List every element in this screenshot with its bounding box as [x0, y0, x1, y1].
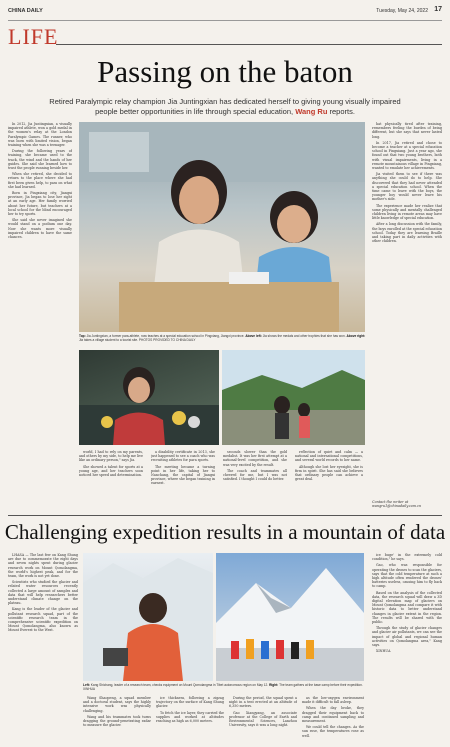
story1-medals-photo — [79, 350, 219, 445]
paragraph: a disability certificate in 2013, she just happened to see a coach who was recruiting athletes for para sports. — [151, 450, 215, 463]
paragraph: During the following years of training, she became used to the track, the wind and the hands of her guides. She said she learned how to trust the people running beside her. — [8, 149, 72, 171]
paragraph: After a long discussion with the family, the boys enrolled at the special education school. Today they are learning Braille and taking part in daily activities with other children. — [372, 222, 442, 244]
caption-text: The team gathers at the base camp before their expedition. XINHUA — [83, 683, 363, 691]
paragraph: hat physically tired after training, remembers feeling the burden of being different, but she says that never lasted long. — [372, 122, 442, 139]
story1-deck-end: reports. — [327, 107, 355, 116]
mountain-team-illustration — [216, 553, 364, 681]
paragraph: When the day broke, they dragged their equipment back to camp and continued sampling and measurement. — [302, 706, 364, 724]
masthead — [8, 6, 442, 21]
classroom-photo-illustration — [79, 122, 365, 332]
paragraph: world, I had to rely on my parents, and others by my side, to help me live like an ordinary person," says Jia. — [79, 450, 143, 463]
caption-text: Jia Juntingxian, a former para-athlete, now teaches at a special education school in Pingxiang, Jiangxi province. — [86, 334, 246, 338]
caption-label: Above left: — [245, 334, 263, 338]
page-number: 17 — [434, 6, 442, 13]
paragraph: During the period, the squad spent a night in a tent erected at an altitude of 6,350 meters. — [229, 696, 297, 709]
caption-text: Kang Shichang, leader of a research team, checks equipment on Mount Qomolangma in Tibet autonomous region on May 12. — [90, 683, 270, 687]
paragraph: Scientists who studied the glacier and related water resources recently collected a large amount of samples and data that will help researchers better understand climate change on the plateau. — [8, 580, 78, 606]
story1-column-2 — [79, 450, 143, 512]
paragraph: seconds slower than the gold medalist. It was her first attempt at a national-level competition, and she was very excited by the result. — [223, 450, 287, 467]
story2-caption — [83, 683, 365, 693]
paragraph: The meeting became a turning point in her life, taking her to Nanchang, the capital of Jiangxi province, where she began training in earnest. — [151, 464, 215, 486]
paragraph: Kang is the leader of the glacier and pollutant research squad, part of the scientific research team in the comprehensive scientific expedition on Mount Qomolangma, also known as Mount Everest to the West. — [8, 607, 78, 633]
paragraph: as the low-oxygen environment made it difficult to fall asleep. — [302, 696, 364, 705]
paragraph: Wang Shaopeng, a squad member and a doctoral student, says the highly intensive work was physically challenging. — [83, 696, 151, 713]
section-title: LIFE — [8, 24, 59, 49]
story2-column-4 — [229, 696, 297, 742]
caption-text: Jia shows the medals and other trophies that she has won. — [262, 334, 347, 338]
paragraph: Based on the analysis of the collected data, the research squad will draw a 3D digital elevation map of glaciers on Mount Qomolangma and compare it with historic data to better understand changes in glacier extent in the region. The results will be shared with the public. — [372, 590, 442, 625]
paragraph: In 2017, Jia retired and chose to become a teacher at a special education school in Pingxiang. Just a year ago, she found out that two young brothers, both with visual impairments, living in a remote mountainous village in Pingxiang, wanted to emulate her achievements. — [372, 140, 442, 171]
paragraph: She said she never imagined she would stand on a podium one day. Now she wants more visually impaired children to have the same chances. — [8, 218, 72, 240]
story2-column-3 — [156, 696, 224, 742]
paragraph: ice buge' in the extremely cold condition," he says. — [372, 553, 442, 562]
caption-label: Left: — [83, 683, 91, 687]
paragraph: We could tell the changes. As the sun rose, the temperatures rose as well. — [302, 725, 364, 738]
caption-text: Jia takes a village student to a tourist site. PHOTOS PROVIDED TO CHINA DAILY — [79, 338, 196, 342]
section-rule — [56, 44, 442, 45]
paragraph: In 2012, Jia Juntingxian, a visually impaired athlete, won a gold medal in the women's relay at the London Paralympic Games. The runner, who was born with limited vision, began training when she was a teenager. — [8, 122, 72, 148]
paragraph: Gao Xiangyang, an associate professor at the College of Earth and Environmental Sciences, Lanzhou University, says it was a long night. — [229, 710, 297, 728]
paragraph: XINHUA — [376, 649, 391, 654]
caption-label: Above right: — [346, 334, 366, 338]
paragraph: reflection of quiet and calm — a national and international competitions, and several world records to her name. — [295, 450, 363, 463]
glacier-worker-illustration — [83, 553, 213, 681]
story1-deck — [40, 97, 410, 117]
paragraph: ice thickness, following a zigzag trajectory on the surface of Kang Shung glacier. — [156, 696, 224, 709]
story2-column-5 — [302, 696, 364, 742]
paragraph: Although she lost her eyesight, she is firm in spirit. She has said she believes that ordinary people can achieve a great deal. — [295, 464, 363, 482]
caption-label: Right: — [269, 683, 280, 687]
story1-deck-author: Wang Ru — [295, 107, 328, 116]
story1-outdoor-photo — [222, 350, 365, 445]
paragraph: The coach and teammates all cheered for me, but I was not satisfied. I thought I could do better. — [223, 468, 287, 482]
masthead-date: Tuesday, May 24, 2022 — [376, 8, 428, 14]
story1-headline: Passing on the baton — [97, 54, 353, 89]
story1-column-4 — [223, 450, 287, 512]
story-divider — [8, 515, 442, 516]
medals-illustration — [79, 350, 219, 445]
story1-contact: Contact the writer at wangru1@chinadaily.com.cn — [372, 500, 422, 509]
story1-deck-text: Retired Paralympic relay champion Jia Juntingxian has dedicated herself to giving young visually impaired people better opportunities in life through special education, — [49, 97, 401, 116]
paragraph: Born in Pingxiang city, Jiangxi province, Jia began to lose her sight at an early age. Her family worried about her future, but teachers at a local school for the blind encouraged her to try sports. — [8, 191, 72, 217]
caption-label: Top: — [79, 334, 87, 338]
story2-column-6 — [372, 553, 442, 741]
story2-headline: Challenging expedition results in a mountain of data — [4, 520, 446, 544]
paragraph: Wang and his teammates took turns dragging the ground-penetrating radar to measure the glacier. — [83, 714, 151, 728]
paragraph: When she retired, she decided to return to the place where she had first been given help, to pass on what she had learned. — [8, 172, 72, 189]
story2-right-photo — [216, 553, 364, 681]
story2-column-1 — [8, 553, 78, 741]
outdoor-illustration — [222, 350, 365, 445]
story1-column-6 — [372, 122, 442, 502]
story1-column-3 — [151, 450, 215, 512]
story2-left-photo — [83, 553, 213, 681]
masthead-logo: CHINA DAILY — [8, 8, 43, 14]
paragraph: Gao, who was responsible for operating the drones to scan the glaciers, says that the cold temperature at such a high altitude often rendered the drones' batteries useless, causing him to fly back to camp. — [372, 563, 442, 589]
story2-column-2 — [83, 696, 151, 742]
paragraph: LHASA — The last few on Kang Shung are due to commemorate the eight days and seven nights spent during glacier research work on Mount Qomolangma, the world's highest peak, and for the team, the work is not yet done. — [8, 553, 78, 579]
story1-caption — [79, 334, 369, 348]
paragraph: Jia visited them to see if there was anything she could do to help. She discovered that they had never attended a special education school. When the time came to leave with the boys, the younger boy would never leave his mother's side. — [372, 172, 442, 202]
story1-column-1 — [8, 122, 72, 512]
story1-column-5 — [295, 450, 363, 512]
paragraph: The experience made her realize that some physically and mentally challenged children living in remote areas may have little knowledge of special education. — [372, 203, 442, 221]
paragraph: Through the study of glacier changes and glacier air pollutants, we can see the impact of global and regional human activities on Qomolangma area," Kang says. — [372, 626, 442, 648]
story1-top-photo — [79, 122, 365, 332]
paragraph: To fetch the ice layer, they carried the supplies and worked at altitudes reaching as high as 6,000 meters. — [156, 710, 224, 724]
paragraph: She showed a talent for sports at a young age, and her teachers soon noticed her speed and determination. — [79, 464, 143, 478]
